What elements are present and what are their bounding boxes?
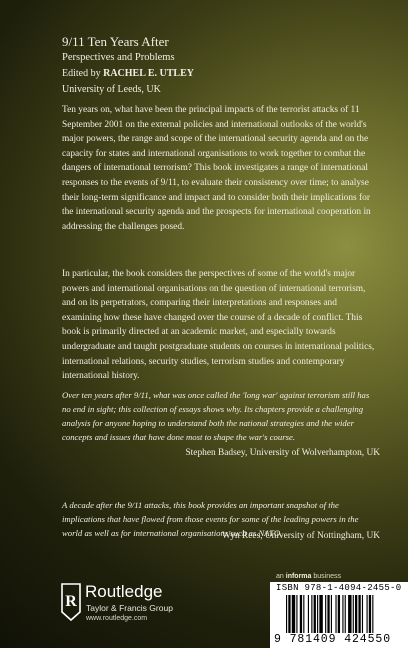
barcode-bar [300,595,302,633]
barcode-bar [308,595,309,633]
blurb-text-2: In particular, the book considers the perspectives of some of the world's major powers and international organisations on the question of international terrorism, and on its perpetrators, comparing their interpretations and responses and examining how these have changed over the course of a decade of conflict. This book is primarily directed at an academic market, and especially towards undergraduate and taught postgraduate students on courses in international politics, international relations, security studies, terrorism studies and contemporary international history. [62,269,375,382]
barcode-bar [342,595,343,633]
editor-affiliation: University of Leeds, UK [62,84,161,95]
barcode-bar [358,595,360,633]
publisher-group: Taylor & Francis Group [86,603,173,613]
barcode-bar [338,595,340,633]
barcode-bar [335,595,336,633]
informa-suffix: business [313,573,342,580]
barcode-bar [327,595,329,633]
barcode-bar [353,595,354,633]
barcode-bar [319,595,322,633]
editor-prefix: Edited by [62,68,101,79]
barcode-bar [345,595,346,633]
informa-business-mark [276,573,341,580]
informa-name: informa [285,573,312,580]
routledge-logo-icon [60,582,82,622]
blurb-text-1: Ten years on, what have been the principal impacts of the terrorist attacks of 11 September 2001 on the external policies and international outlooks of the world's major powers, the range and scope of the international security agenda and on the capacity for states and international organisations to work together to combat the dangers of international terrorism? This book investigates a range of international responses to the events of 9/11, to evaluate their consistency over time; to analyse their long-term significance and impact and to consider both their implications for the international security agenda and the prospects for international cooperation in addressing the challenges posed. [62,105,371,232]
barcode-bar [325,595,326,633]
barcode-bar [367,595,368,633]
barcode-bar [372,595,373,633]
barcode-bar [317,595,318,633]
barcode-bar [292,595,295,633]
barcode-bar [362,595,363,633]
blurb-paragraph-1 [62,103,376,234]
publisher-name: Routledge [85,582,163,601]
editor-name: RACHEL E. UTLEY [103,68,194,79]
barcode-bar [288,595,290,633]
barcode-bar [355,595,357,633]
editor-line [62,67,194,80]
barcode-icon [286,595,402,633]
book-subtitle: Perspectives and Problems [62,52,175,63]
endorsement-quote: Over ten years after 9/11, what was once called the 'long war' against terrorism still has no end in sight; this collection of essays shows why. Its chapters provide a challenging analysis for anyone hoping to understand both the national strategies and the wider concepts and issues that have done most to shape the war's course. [62,390,370,442]
book-title: 9/11 Ten Years After [62,34,169,49]
barcode-bar [311,595,312,633]
barcode-bar [303,595,304,633]
publisher-website: www.routledge.com [86,615,148,622]
barcode-bar [286,595,287,633]
barcode-bar [296,595,297,633]
endorsement-attribution: Wyn Rees, University of Nottingham, UK [221,531,380,541]
blurb-paragraph-2 [62,267,376,384]
barcode-bar [331,595,332,633]
barcode-number: 9 781409 424550 [274,633,392,646]
isbn-label: ISBN 978-1-4094-2455-0 [276,583,402,593]
barcode-panel [270,582,408,648]
endorsement-quote: A decade after the 9/11 attacks, this book provides an important snapshot of the implications that have flowed from those events for some of the leading powers in the world as well as for international organisations such as NATO. [62,500,359,538]
endorsement-attribution: Stephen Badsey, University of Wolverhampton, UK [185,448,380,458]
barcode-bar [348,595,351,633]
routledge-logo-letter: R [65,593,77,610]
barcode-bar [369,595,371,633]
informa-prefix: an [276,573,284,580]
barcode-bar [314,595,316,633]
